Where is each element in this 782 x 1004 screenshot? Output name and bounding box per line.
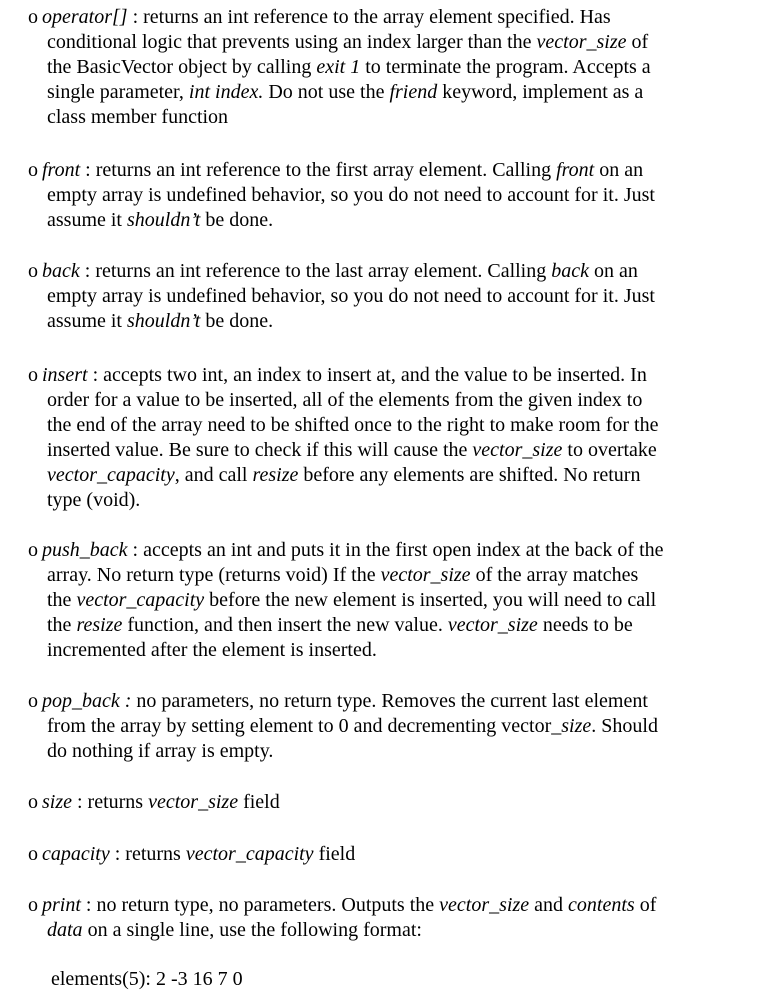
text-run: conditional logic that prevents using an index larger than the bbox=[47, 31, 537, 53]
text-run: and bbox=[529, 894, 569, 916]
italic-term: push_back bbox=[42, 539, 128, 561]
method-heading-line bbox=[28, 5, 611, 30]
text-run: Do not use the bbox=[263, 81, 390, 103]
text-run: type (void). bbox=[47, 489, 141, 511]
italic-term: insert bbox=[42, 364, 88, 386]
method-description-line bbox=[47, 463, 640, 488]
text-run: to overtake bbox=[562, 439, 657, 461]
text-run: the bbox=[47, 614, 77, 636]
text-run: . Should bbox=[591, 715, 658, 737]
italic-term: vector_size bbox=[447, 614, 538, 636]
method-description-line bbox=[47, 488, 140, 513]
text-run: class member function bbox=[47, 106, 229, 128]
italic-term: size bbox=[561, 715, 592, 737]
method-description-line bbox=[47, 55, 651, 80]
text-run: : accepts an int and puts it in the first open index at the back of the bbox=[127, 539, 664, 561]
text-run: : returns bbox=[72, 791, 149, 813]
italic-term: data bbox=[47, 919, 83, 941]
italic-term: vector_capacity bbox=[76, 589, 205, 611]
method-description-line bbox=[47, 918, 422, 943]
italic-term: vector_size bbox=[148, 791, 239, 813]
italic-term: vector_capacity bbox=[185, 843, 314, 865]
italic-term: back bbox=[551, 260, 590, 282]
italic-term: operator[] bbox=[42, 6, 128, 28]
method-description-line bbox=[47, 80, 643, 105]
italic-term: resize bbox=[76, 614, 123, 636]
bullet-marker: o bbox=[28, 539, 38, 561]
text-run: of bbox=[634, 894, 657, 916]
text-run: field bbox=[313, 843, 356, 865]
method-heading-line bbox=[28, 842, 355, 867]
text-run: : returns an int reference to the first array element. Calling bbox=[80, 159, 557, 181]
text-run: empty array is undefined behavior, so you do not need to account for it. Just bbox=[47, 184, 655, 206]
text-run: the bbox=[47, 589, 77, 611]
bullet-marker: o bbox=[28, 690, 38, 712]
bullet-marker: o bbox=[28, 894, 38, 916]
method-description-line bbox=[47, 438, 657, 463]
text-run: , and call bbox=[174, 464, 253, 486]
text-run: assume it bbox=[47, 209, 127, 231]
text-run: from the array by setting element to 0 and decrementing vector_ bbox=[47, 715, 562, 737]
method-heading-line bbox=[28, 790, 280, 815]
method-description-line bbox=[47, 105, 228, 130]
italic-term: vector_size bbox=[536, 31, 627, 53]
text-run: of the array matches bbox=[470, 564, 639, 586]
italic-term: contents bbox=[568, 894, 635, 916]
method-description-line bbox=[47, 284, 655, 309]
text-run: of bbox=[626, 31, 649, 53]
italic-term: resize bbox=[252, 464, 299, 486]
italic-term: vector_capacity bbox=[47, 464, 175, 486]
method-description-line bbox=[47, 413, 658, 438]
italic-term: friend bbox=[389, 81, 438, 103]
text-run: function, and then insert the new value. bbox=[122, 614, 448, 636]
method-heading-line bbox=[28, 893, 656, 918]
text-run: on an bbox=[594, 159, 644, 181]
text-run: incremented after the element is inserted. bbox=[47, 639, 377, 661]
italic-term: vector_size bbox=[380, 564, 471, 586]
text-run: array. No return type (returns void) If the bbox=[47, 564, 381, 586]
bullet-marker: o bbox=[28, 843, 38, 865]
method-description-line bbox=[47, 588, 656, 613]
example-output: elements(5): 2 -3 16 7 0 bbox=[51, 968, 243, 990]
text-run: : returns bbox=[109, 843, 186, 865]
bullet-marker: o bbox=[28, 791, 38, 813]
method-description-line bbox=[47, 183, 655, 208]
method-heading-line bbox=[28, 158, 643, 183]
method-description-line bbox=[47, 30, 648, 55]
italic-term: front bbox=[42, 159, 81, 181]
italic-term: print bbox=[42, 894, 81, 916]
text-run: before any elements are shifted. No return bbox=[298, 464, 641, 486]
text-run: before the new element is inserted, you will need to call bbox=[204, 589, 657, 611]
method-description-line bbox=[47, 613, 633, 638]
italic-term: shouldn’t bbox=[127, 310, 201, 332]
method-heading-line bbox=[28, 689, 648, 714]
italic-term: pop_back : bbox=[42, 690, 132, 712]
text-run: order for a value to be inserted, all of the elements from the given index to bbox=[47, 389, 643, 411]
text-run: : no return type, no parameters. Outputs the bbox=[80, 894, 440, 916]
method-description-line bbox=[47, 714, 658, 739]
method-description-line bbox=[47, 208, 273, 233]
text-run: keyword, implement as a bbox=[437, 81, 644, 103]
text-run: the end of the array need to be shifted once to the right to make room for the bbox=[47, 414, 659, 436]
text-run: be done. bbox=[200, 209, 274, 231]
method-description-line bbox=[47, 309, 273, 334]
italic-term: shouldn’t bbox=[127, 209, 201, 231]
bullet-marker: o bbox=[28, 364, 38, 386]
method-heading-line bbox=[28, 363, 647, 388]
text-run: needs to be bbox=[537, 614, 633, 636]
text-run: on an bbox=[589, 260, 638, 282]
text-run: : returns an int reference to the last array element. Calling bbox=[79, 260, 552, 282]
italic-term: front bbox=[556, 159, 595, 181]
italic-term: int index. bbox=[188, 81, 264, 103]
text-run: : returns an int reference to the array element specified. Has bbox=[127, 6, 611, 28]
text-run: no parameters, no return type. Removes the current last element bbox=[131, 690, 648, 712]
text-run: do nothing if array is empty. bbox=[47, 740, 274, 762]
text-run: inserted value. Be sure to check if this will cause the bbox=[47, 439, 473, 461]
bullet-marker: o bbox=[28, 159, 38, 181]
text-run: the BasicVector object by calling bbox=[47, 56, 317, 78]
italic-term: vector_size bbox=[472, 439, 563, 461]
text-run: field bbox=[238, 791, 280, 813]
text-run: empty array is undefined behavior, so you do not need to account for it. Just bbox=[47, 285, 655, 307]
bullet-marker: o bbox=[28, 6, 38, 28]
italic-term: exit 1 bbox=[316, 56, 361, 78]
italic-term: back bbox=[42, 260, 80, 282]
italic-term: size bbox=[42, 791, 72, 813]
text-run: single parameter, bbox=[47, 81, 189, 103]
text-run: be done. bbox=[200, 310, 274, 332]
bullet-marker: o bbox=[28, 260, 38, 282]
method-description-line bbox=[47, 388, 642, 413]
italic-term: capacity bbox=[42, 843, 110, 865]
text-run: on a single line, use the following format: bbox=[82, 919, 422, 941]
method-description-line bbox=[47, 638, 377, 663]
text-run: : accepts two int, an index to insert at, and the value to be inserted. In bbox=[87, 364, 647, 386]
text-run: assume it bbox=[47, 310, 127, 332]
italic-term: vector_size bbox=[439, 894, 530, 916]
text-run: to terminate the program. Accepts a bbox=[360, 56, 651, 78]
method-description-line bbox=[47, 739, 273, 764]
method-heading-line bbox=[28, 538, 664, 563]
method-description-line bbox=[47, 563, 638, 588]
method-heading-line bbox=[28, 259, 638, 284]
